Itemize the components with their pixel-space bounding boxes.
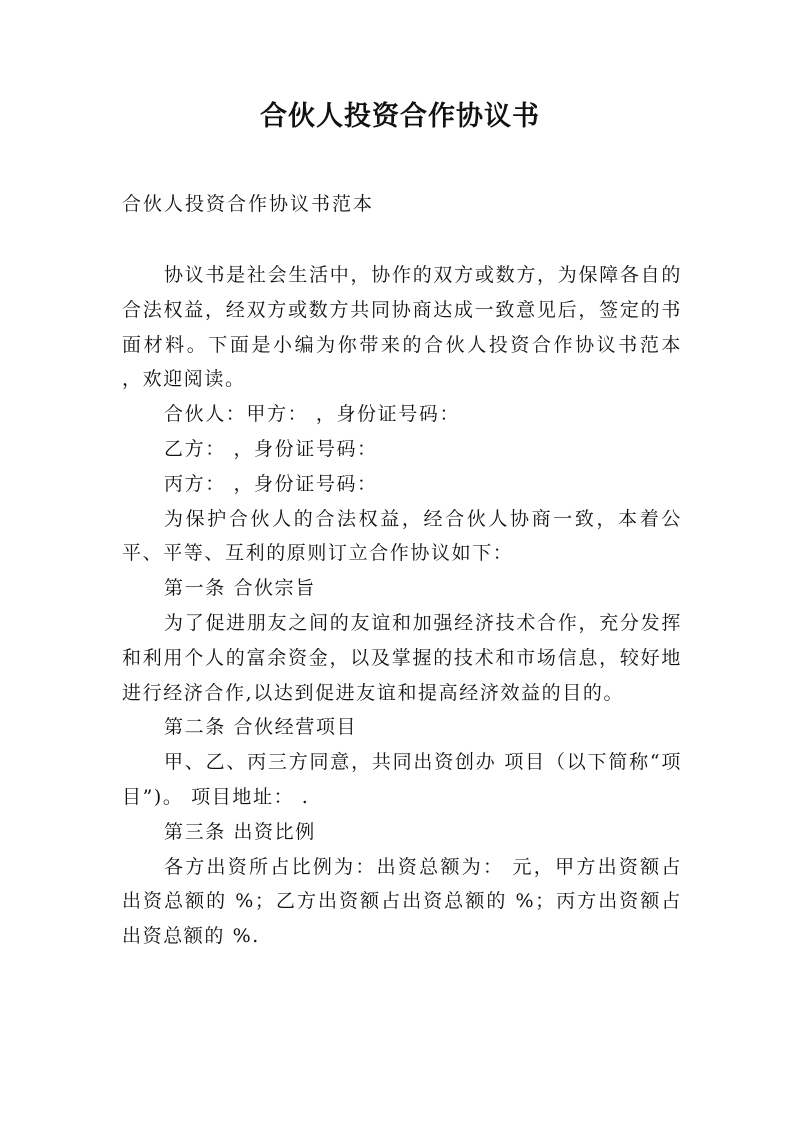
article-2-heading: 第二条 合伙经营项目 [164, 716, 358, 739]
article-3-heading: 第三条 出资比例 [164, 820, 316, 843]
article-1-paragraph: 为了促进朋友之间的友谊和加强经济技术合作，充分发挥和利用个人的富余资金，以及掌握的技术和市场信息，较好地进行经济合作,以达到促进友谊和提高经济效益的目的。 [122, 611, 682, 704]
document-title: 合伙人投资合作协议书 [260, 101, 540, 132]
article-2-paragraph: 甲、乙、丙三方同意，共同出资创办 项目（以下简称“项目”)。 项目地址： . [122, 751, 682, 808]
document-body [122, 258, 682, 954]
partner-c-line: 丙方： ，身份证号码： [164, 472, 378, 495]
partner-a-line: 合伙人：甲方： ，身份证号码： [164, 403, 461, 426]
document-subtitle: 合伙人投资合作协议书范本 [122, 193, 375, 215]
article-3-paragraph: 各方出资所占比例为：出资总额为： 元，甲方出资额占出资总额的 %；乙方出资额占出资总额的 %；丙方出资额占出资总额的 %. [122, 855, 682, 948]
article-1-heading: 第一条 合伙宗旨 [164, 577, 316, 600]
partner-b-line: 乙方： ，身份证号码： [164, 437, 378, 460]
intro-paragraph: 协议书是社会生活中，协作的双方或数方，为保障各自的合法权益，经双方或数方共同协商达成一致意见后，签定的书面材料。下面是小编为你带来的合伙人投资合作协议书范本 ，欢迎阅读。 [122, 264, 682, 391]
agreement-preamble: 为保护合伙人的合法权益，经合伙人协商一致，本着公平、平等、互利的原则订立合作协议如下： [122, 507, 682, 565]
